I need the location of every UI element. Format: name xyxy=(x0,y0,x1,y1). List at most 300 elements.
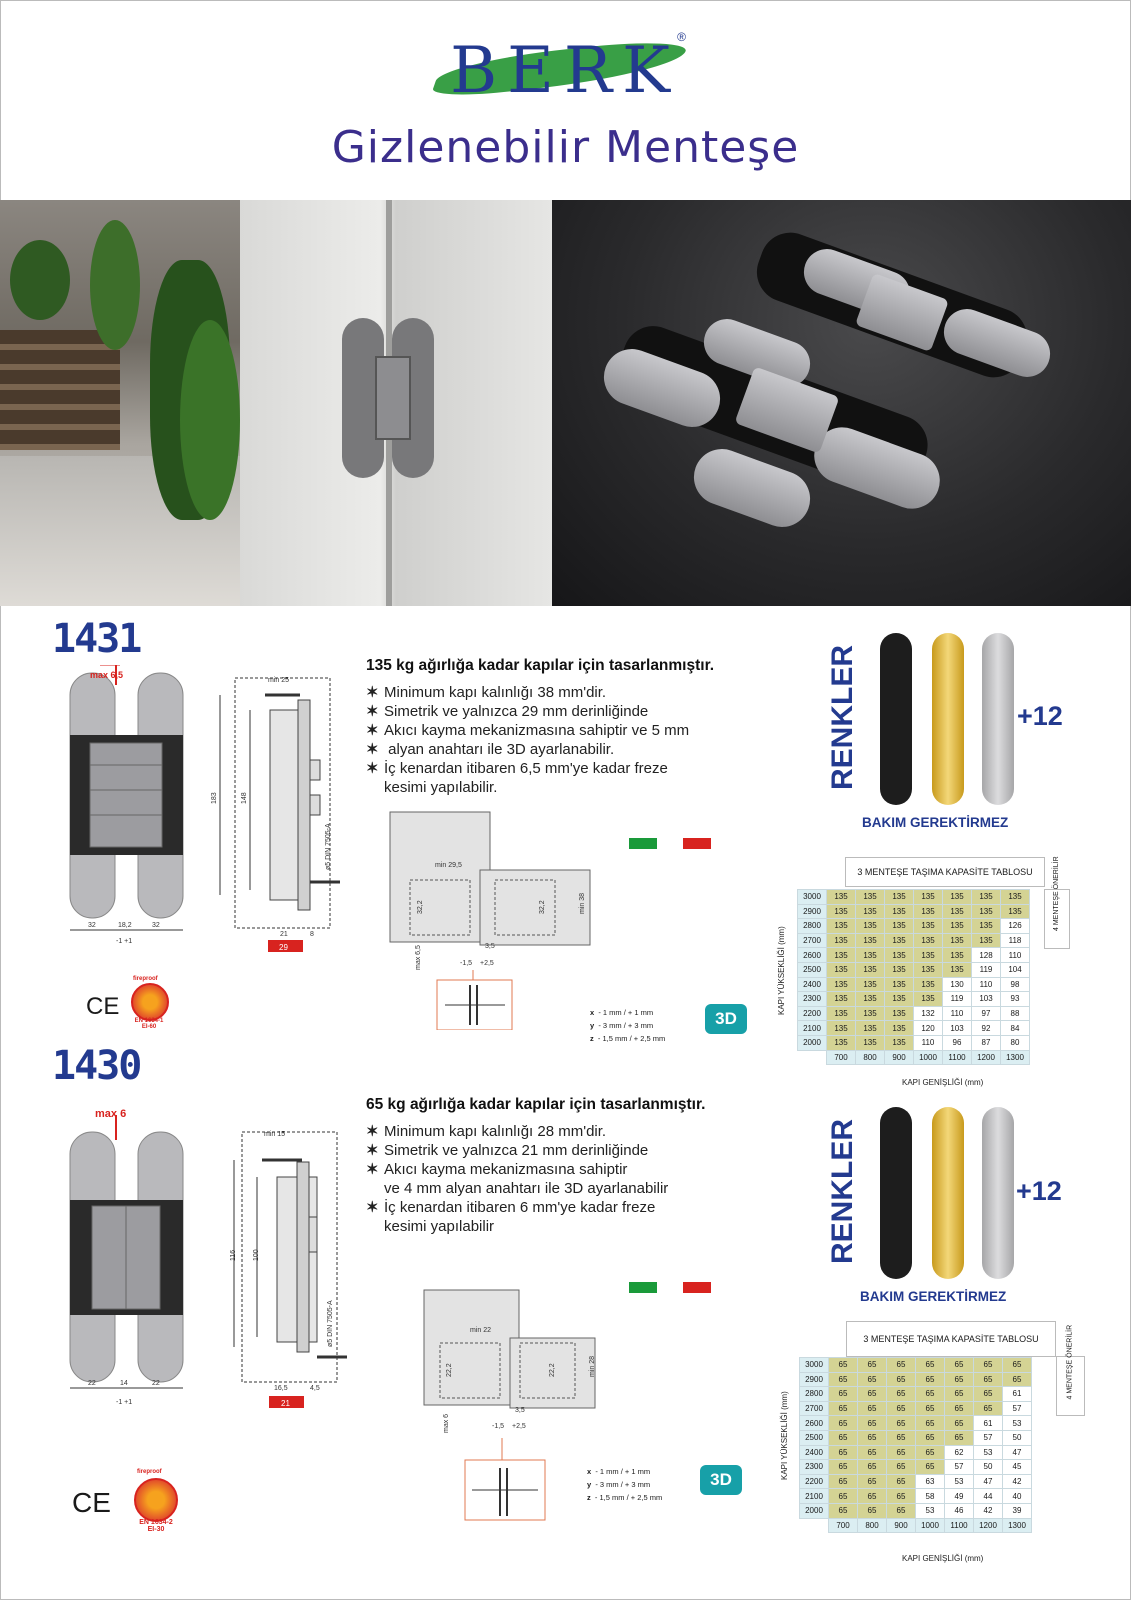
fireproof-icon xyxy=(131,983,169,1021)
table-row xyxy=(800,1445,1032,1460)
mount-h1: 32,2 xyxy=(417,900,424,914)
capacity-table-title-1431: 3 MENTEŞE TAŞIMA KAPASİTE TABLOSU xyxy=(845,857,1045,887)
table-cell: 65 xyxy=(858,1401,887,1416)
maintenance-free-label: BAKIM GEREKTİRMEZ xyxy=(860,1289,1007,1304)
table-cell: 65 xyxy=(887,1372,916,1387)
table-cell: 135 xyxy=(856,919,885,934)
table-cell: 87 xyxy=(972,1035,1001,1050)
dim-side-w1: 21 xyxy=(280,931,288,938)
table-cell: 119 xyxy=(972,962,1001,977)
row-header: 2300 xyxy=(800,1460,829,1475)
maintenance-free-label: BAKIM GEREKTİRMEZ xyxy=(862,815,1009,830)
feature-list-1431 xyxy=(366,683,766,797)
row-header: 2800 xyxy=(798,919,827,934)
table-cell: 61 xyxy=(974,1416,1003,1431)
table-cell: 132 xyxy=(914,1006,943,1021)
table-cell: 49 xyxy=(945,1489,974,1504)
table-cell: 135 xyxy=(914,962,943,977)
row-header: 2200 xyxy=(800,1474,829,1489)
dim-side-screw: ø5 DIN 7505-A xyxy=(325,823,332,870)
mount-min-label: min 22 xyxy=(470,1327,492,1334)
table-row xyxy=(798,1021,1030,1036)
column-header: 1000 xyxy=(914,1050,943,1065)
column-header: 1300 xyxy=(1003,1518,1032,1533)
table-cell: 135 xyxy=(856,933,885,948)
feature-item: ✶ İç kenardan itibaren 6 mm'ye kadar freze xyxy=(366,1199,656,1216)
table-cell: 135 xyxy=(827,992,856,1007)
table-cell: 65 xyxy=(858,1503,887,1518)
row-header: 2000 xyxy=(800,1503,829,1518)
dim-side-red: 29 xyxy=(279,943,288,952)
dim-front-2: 14 xyxy=(120,1380,128,1387)
hinge-front-drawing-1431 xyxy=(60,665,195,955)
table-cell: 65 xyxy=(858,1474,887,1489)
dim-side-w2: 8 xyxy=(310,931,314,938)
hinge-side-drawing-1431 xyxy=(210,670,350,970)
column-header: 800 xyxy=(856,1050,885,1065)
table-row xyxy=(798,919,1030,934)
table-cell: 135 xyxy=(856,962,885,977)
table-cell: 65 xyxy=(945,1358,974,1373)
description-title-1430: 65 kg ağırlığa kadar kapılar için tasarlanmıştır. xyxy=(366,1096,706,1113)
gold-hinge-swatch xyxy=(932,633,964,805)
flag-red xyxy=(683,838,711,849)
table-cell: 65 xyxy=(858,1445,887,1460)
dim-side-height-1: 183 xyxy=(211,792,218,804)
adjust-values-1431 xyxy=(590,1006,665,1045)
cert-norm-1430: EN 1634-2 EI-30 xyxy=(139,1519,173,1533)
dim-side-w2: 4,5 xyxy=(310,1385,320,1392)
table-cell: 61 xyxy=(1003,1387,1032,1402)
dim-side-min: min 25 xyxy=(268,677,290,684)
table-cell: 135 xyxy=(856,948,885,963)
table-cell: 135 xyxy=(943,933,972,948)
table-cell: 65 xyxy=(945,1430,974,1445)
table-cell: 135 xyxy=(943,948,972,963)
table-row xyxy=(800,1372,1032,1387)
row-header: 2400 xyxy=(800,1445,829,1460)
table-row xyxy=(800,1416,1032,1431)
column-header: 900 xyxy=(885,1050,914,1065)
table-cell: 135 xyxy=(943,919,972,934)
table-cell: 110 xyxy=(1001,948,1030,963)
model-number-1431: 1431 xyxy=(52,616,141,662)
table-ylabel-1431: KAPI YÜKSEKLİĞİ (mm) xyxy=(777,926,786,1015)
registered-mark: ® xyxy=(677,30,686,44)
table-cell: 65 xyxy=(829,1401,858,1416)
four-hinge-note-1431: 4 MENTEŞE ÖNERİLİR xyxy=(1044,889,1070,949)
door-hinge-photo xyxy=(240,200,552,606)
table-cell: 93 xyxy=(1001,992,1030,1007)
table-cell: 47 xyxy=(974,1474,1003,1489)
column-header-row xyxy=(798,1050,1030,1065)
dim-side-height-2: 148 xyxy=(241,792,248,804)
table-cell: 53 xyxy=(945,1474,974,1489)
feature-item: ✶ Akıcı kayma mekanizmasına sahiptir ve 5 mm xyxy=(366,722,690,739)
column-header-row xyxy=(800,1518,1032,1533)
table-cell: 65 xyxy=(829,1489,858,1504)
table-cell: 135 xyxy=(856,904,885,919)
adjust-z: z - 1,5 mm / + 2,5 mm xyxy=(590,1034,666,1043)
fireproof-label: fireproof xyxy=(133,976,158,982)
table-cell: 65 xyxy=(858,1358,887,1373)
table-row xyxy=(798,933,1030,948)
table-cell: 42 xyxy=(1003,1474,1032,1489)
table-cell: 135 xyxy=(943,890,972,905)
table-cell: 88 xyxy=(1001,1006,1030,1021)
column-header: 1200 xyxy=(972,1050,1001,1065)
table-cell: 65 xyxy=(916,1358,945,1373)
table-cell: 65 xyxy=(916,1401,945,1416)
table-cell: 65 xyxy=(858,1372,887,1387)
dim-front-2: 18,2 xyxy=(118,922,132,929)
row-header: 2700 xyxy=(798,933,827,948)
table-cell: 126 xyxy=(1001,919,1030,934)
table-cell: 135 xyxy=(972,933,1001,948)
four-hinge-note-1430: 4 MENTEŞE ÖNERİLİR xyxy=(1056,1356,1085,1416)
table-cell: 65 xyxy=(945,1372,974,1387)
table-cell: 135 xyxy=(914,977,943,992)
table-cell: 65 xyxy=(945,1387,974,1402)
column-header: 700 xyxy=(829,1518,858,1533)
fireproof-icon xyxy=(134,1478,178,1522)
table-cell: 65 xyxy=(974,1401,1003,1416)
table-cell: 65 xyxy=(974,1358,1003,1373)
adjust-z: z - 1,5 mm / + 2,5 mm xyxy=(587,1493,663,1502)
table-cell: 65 xyxy=(858,1416,887,1431)
table-row xyxy=(800,1387,1032,1402)
table-row xyxy=(800,1430,1032,1445)
dim-side-height-1: 116 xyxy=(230,1249,237,1261)
feature-item: ✶ İç kenardan itibaren 6,5 mm'ye kadar freze xyxy=(366,760,668,777)
table-cell: 65 xyxy=(858,1430,887,1445)
table-cell: 65 xyxy=(887,1460,916,1475)
table-cell: 65 xyxy=(916,1372,945,1387)
table-cell: 53 xyxy=(916,1503,945,1518)
feature-list-1430 xyxy=(366,1122,766,1236)
table-cell: 135 xyxy=(943,904,972,919)
table-row xyxy=(800,1460,1032,1475)
feature-item: ✶ alyan anahtarı ile 3D ayarlanabilir. xyxy=(366,741,615,758)
row-header: 2800 xyxy=(800,1387,829,1402)
row-header: 2900 xyxy=(800,1372,829,1387)
table-cell: 120 xyxy=(914,1021,943,1036)
table-cell: 84 xyxy=(1001,1021,1030,1036)
row-header: 2100 xyxy=(800,1489,829,1504)
capacity-table-1431 xyxy=(797,889,1030,1065)
adjust-x: x - 1 mm / + 1 mm xyxy=(587,1467,651,1476)
table-row xyxy=(800,1503,1032,1518)
table-cell: 57 xyxy=(974,1430,1003,1445)
table-cell: 135 xyxy=(856,1035,885,1050)
table-cell: 42 xyxy=(974,1503,1003,1518)
table-row xyxy=(800,1474,1032,1489)
row-header: 2500 xyxy=(800,1430,829,1445)
table-cell: 46 xyxy=(945,1503,974,1518)
row-header: 2500 xyxy=(798,962,827,977)
table-cell: 135 xyxy=(856,992,885,1007)
mount-c: +2,5 xyxy=(480,960,494,967)
table-cell: 45 xyxy=(1003,1460,1032,1475)
table-cell: 65 xyxy=(829,1430,858,1445)
mount-b: -1,5 xyxy=(460,960,473,967)
feature-item: ✶ Minimum kapı kalınlığı 28 mm'dir. xyxy=(366,1123,607,1140)
column-header: 1000 xyxy=(916,1518,945,1533)
table-cell: 65 xyxy=(916,1430,945,1445)
dim-front-3: 32 xyxy=(152,922,160,929)
table-cell: 40 xyxy=(1003,1489,1032,1504)
table-ylabel-1430: KAPI YÜKSEKLİĞİ (mm) xyxy=(780,1391,789,1480)
dim-side-screw: ø5 DIN 7505-A xyxy=(327,1300,334,1347)
table-cell: 110 xyxy=(914,1035,943,1050)
capacity-table-1430 xyxy=(799,1357,1032,1533)
row-header: 2700 xyxy=(800,1401,829,1416)
table-row xyxy=(798,977,1030,992)
feature-item: ✶ Akıcı kayma mekanizmasına sahiptir xyxy=(366,1161,628,1178)
adjust-y: y - 3 mm / + 3 mm xyxy=(590,1021,654,1030)
table-cell: 96 xyxy=(943,1035,972,1050)
table-row xyxy=(798,948,1030,963)
table-cell: 135 xyxy=(827,1035,856,1050)
table-cell: 135 xyxy=(856,977,885,992)
column-header: 1100 xyxy=(943,1050,972,1065)
table-cell: 135 xyxy=(827,919,856,934)
adjust-x: x - 1 mm / + 1 mm xyxy=(590,1008,654,1017)
dim-side-min: min 15 xyxy=(264,1131,286,1138)
table-cell: 65 xyxy=(829,1358,858,1373)
table-cell: 50 xyxy=(1003,1430,1032,1445)
table-cell: 135 xyxy=(972,890,1001,905)
photo-band xyxy=(0,200,1131,606)
table-cell: 65 xyxy=(829,1503,858,1518)
dim-side-height-2: 100 xyxy=(253,1249,260,1261)
table-cell: 135 xyxy=(885,1021,914,1036)
row-header: 2600 xyxy=(800,1416,829,1431)
table-cell: 65 xyxy=(829,1474,858,1489)
table-cell: 65 xyxy=(887,1358,916,1373)
table-cell: 135 xyxy=(827,890,856,905)
table-row xyxy=(798,890,1030,905)
table-row xyxy=(800,1358,1032,1373)
dim-side-w1: 16,5 xyxy=(274,1385,288,1392)
max-cut-label-1430: max 6 xyxy=(95,1108,127,1120)
more-colors-count: +12 xyxy=(1016,1176,1062,1206)
table-cell: 110 xyxy=(943,1006,972,1021)
dim-front-adjust: -1 +1 xyxy=(116,938,133,945)
table-row xyxy=(798,962,1030,977)
table-cell: 135 xyxy=(885,992,914,1007)
table-cell: 65 xyxy=(858,1489,887,1504)
table-row xyxy=(798,1006,1030,1021)
table-cell: 118 xyxy=(1001,933,1030,948)
table-cell: 135 xyxy=(827,904,856,919)
3d-adjust-icon: 3D xyxy=(705,1004,747,1034)
table-cell: 135 xyxy=(885,977,914,992)
black-hinge-swatch xyxy=(880,1107,912,1279)
table-cell: 135 xyxy=(914,890,943,905)
table-cell: 128 xyxy=(972,948,1001,963)
table-cell: 103 xyxy=(972,992,1001,1007)
table-row xyxy=(798,1035,1030,1050)
table-cell: 53 xyxy=(1003,1416,1032,1431)
flag-green xyxy=(629,838,657,849)
mount-h2: 22,2 xyxy=(549,1363,556,1377)
table-cell: 135 xyxy=(885,904,914,919)
table-cell: 135 xyxy=(1001,890,1030,905)
column-header: 1300 xyxy=(1001,1050,1030,1065)
flag-green xyxy=(629,1282,657,1293)
model-number-1430: 1430 xyxy=(52,1043,141,1089)
hinge-front-drawing-1430 xyxy=(60,1110,195,1410)
dim-front-adjust: -1 +1 xyxy=(116,1399,133,1406)
mount-min-label: min 29,5 xyxy=(435,862,462,869)
table-cell: 65 xyxy=(858,1387,887,1402)
column-header: 1200 xyxy=(974,1518,1003,1533)
table-cell: 39 xyxy=(1003,1503,1032,1518)
row-header: 2300 xyxy=(798,992,827,1007)
dim-front-1: 22 xyxy=(88,1380,96,1387)
colors-heading-1430: RENKLER xyxy=(826,1118,859,1264)
page-title: Gizlenebilir Menteşe xyxy=(331,122,800,173)
colors-heading-1431: RENKLER xyxy=(826,644,859,790)
table-cell: 65 xyxy=(974,1387,1003,1402)
row-header: 2200 xyxy=(798,1006,827,1021)
row-header: 2400 xyxy=(798,977,827,992)
table-cell: 135 xyxy=(914,948,943,963)
mount-c: +2,5 xyxy=(512,1423,526,1430)
table-cell: 104 xyxy=(1001,962,1030,977)
mount-min38: min 38 xyxy=(579,892,586,914)
table-cell: 135 xyxy=(1001,904,1030,919)
table-cell: 65 xyxy=(887,1416,916,1431)
table-cell: 58 xyxy=(916,1489,945,1504)
flag-red xyxy=(683,1282,711,1293)
table-cell: 65 xyxy=(858,1460,887,1475)
table-cell: 65 xyxy=(887,1474,916,1489)
table-cell: 65 xyxy=(829,1445,858,1460)
table-cell: 135 xyxy=(827,933,856,948)
mount-min28: min 28 xyxy=(589,1355,596,1377)
table-cell: 135 xyxy=(827,977,856,992)
feature-item: ✶ Minimum kapı kalınlığı 38 mm'dir. xyxy=(366,684,607,701)
brand-name: BERK xyxy=(450,34,680,108)
mount-h2: 32,2 xyxy=(539,900,546,914)
dim-side-red: 21 xyxy=(281,1399,290,1408)
table-cell: 135 xyxy=(885,1035,914,1050)
capacity-table-title-1430: 3 MENTEŞE TAŞIMA KAPASİTE TABLOSU xyxy=(846,1321,1056,1357)
column-header: 700 xyxy=(827,1050,856,1065)
table-row xyxy=(800,1489,1032,1504)
table-cell: 135 xyxy=(827,948,856,963)
fireproof-label: fireproof xyxy=(137,1469,162,1475)
table-cell: 135 xyxy=(856,1006,885,1021)
row-header: 2100 xyxy=(798,1021,827,1036)
hinge-product-photo xyxy=(552,200,1131,606)
table-cell: 65 xyxy=(887,1445,916,1460)
table-cell: 135 xyxy=(972,904,1001,919)
table-cell: 57 xyxy=(1003,1401,1032,1416)
feature-item: ✶ Simetrik ve yalnızca 21 mm derinliğinde xyxy=(366,1142,649,1159)
table-cell: 50 xyxy=(974,1460,1003,1475)
table-cell: 65 xyxy=(945,1401,974,1416)
table-cell: 65 xyxy=(887,1503,916,1518)
table-cell: 135 xyxy=(885,933,914,948)
table-cell: 53 xyxy=(974,1445,1003,1460)
mount-max: max 6 xyxy=(443,1413,450,1433)
adjust-values-1430 xyxy=(587,1465,662,1504)
mount-b: -1,5 xyxy=(492,1423,505,1430)
table-cell: 80 xyxy=(1001,1035,1030,1050)
cert-norm-1431: EN 1634-1 EI-60 xyxy=(134,1018,164,1030)
table-cell: 103 xyxy=(943,1021,972,1036)
table-cell: 135 xyxy=(885,890,914,905)
table-cell: 135 xyxy=(885,919,914,934)
table-cell: 135 xyxy=(972,919,1001,934)
table-cell: 65 xyxy=(829,1387,858,1402)
table-cell: 135 xyxy=(827,1006,856,1021)
table-cell: 65 xyxy=(887,1401,916,1416)
table-cell: 65 xyxy=(829,1372,858,1387)
row-header: 2900 xyxy=(798,904,827,919)
ce-mark-1431: CE xyxy=(86,993,120,1020)
table-cell: 65 xyxy=(916,1416,945,1431)
row-header: 2600 xyxy=(798,948,827,963)
table-cell: 44 xyxy=(974,1489,1003,1504)
table-cell: 135 xyxy=(943,962,972,977)
table-cell: 135 xyxy=(914,904,943,919)
table-cell: 135 xyxy=(914,933,943,948)
adjust-y: y - 3 mm / + 3 mm xyxy=(587,1480,651,1489)
column-header: 900 xyxy=(887,1518,916,1533)
row-header: 3000 xyxy=(798,890,827,905)
table-cell: 119 xyxy=(943,992,972,1007)
table-cell: 65 xyxy=(887,1489,916,1504)
table-cell: 110 xyxy=(972,977,1001,992)
hinge-side-drawing-1430 xyxy=(222,1122,352,1422)
silver-hinge-swatch xyxy=(982,633,1014,805)
table-cell: 65 xyxy=(829,1460,858,1475)
gold-hinge-swatch xyxy=(932,1107,964,1279)
table-cell: 65 xyxy=(829,1416,858,1431)
table-cell: 65 xyxy=(1003,1358,1032,1373)
row-header: 3000 xyxy=(800,1358,829,1373)
more-colors-count: +12 xyxy=(1017,701,1063,731)
description-title-1431: 135 kg ağırlığa kadar kapılar için tasarlanmıştır. xyxy=(366,657,715,674)
brand-logo xyxy=(450,22,686,108)
table-cell: 47 xyxy=(1003,1445,1032,1460)
mounting-diagram-1431 xyxy=(385,810,615,1030)
table-cell: 62 xyxy=(945,1445,974,1460)
table-cell: 98 xyxy=(1001,977,1030,992)
mount-h1: 22,2 xyxy=(446,1363,453,1377)
table-cell: 63 xyxy=(916,1474,945,1489)
table-cell: 135 xyxy=(914,992,943,1007)
table-cell: 65 xyxy=(974,1372,1003,1387)
feature-item: ✶ Simetrik ve yalnızca 29 mm derinliğinde xyxy=(366,703,649,720)
table-cell: 65 xyxy=(916,1387,945,1402)
row-header: 2000 xyxy=(798,1035,827,1050)
table-row xyxy=(798,904,1030,919)
dim-front-3: 22 xyxy=(152,1380,160,1387)
table-cell: 135 xyxy=(827,1021,856,1036)
table-cell: 135 xyxy=(827,962,856,977)
table-cell: 92 xyxy=(972,1021,1001,1036)
black-hinge-swatch xyxy=(880,633,912,805)
max-cut-label-1431: max 6,5 xyxy=(90,670,124,680)
table-xlabel-1430: KAPI GENİŞLİĞİ (mm) xyxy=(902,1554,984,1563)
table-cell: 135 xyxy=(914,919,943,934)
mount-max: max 6,5 xyxy=(415,945,422,970)
